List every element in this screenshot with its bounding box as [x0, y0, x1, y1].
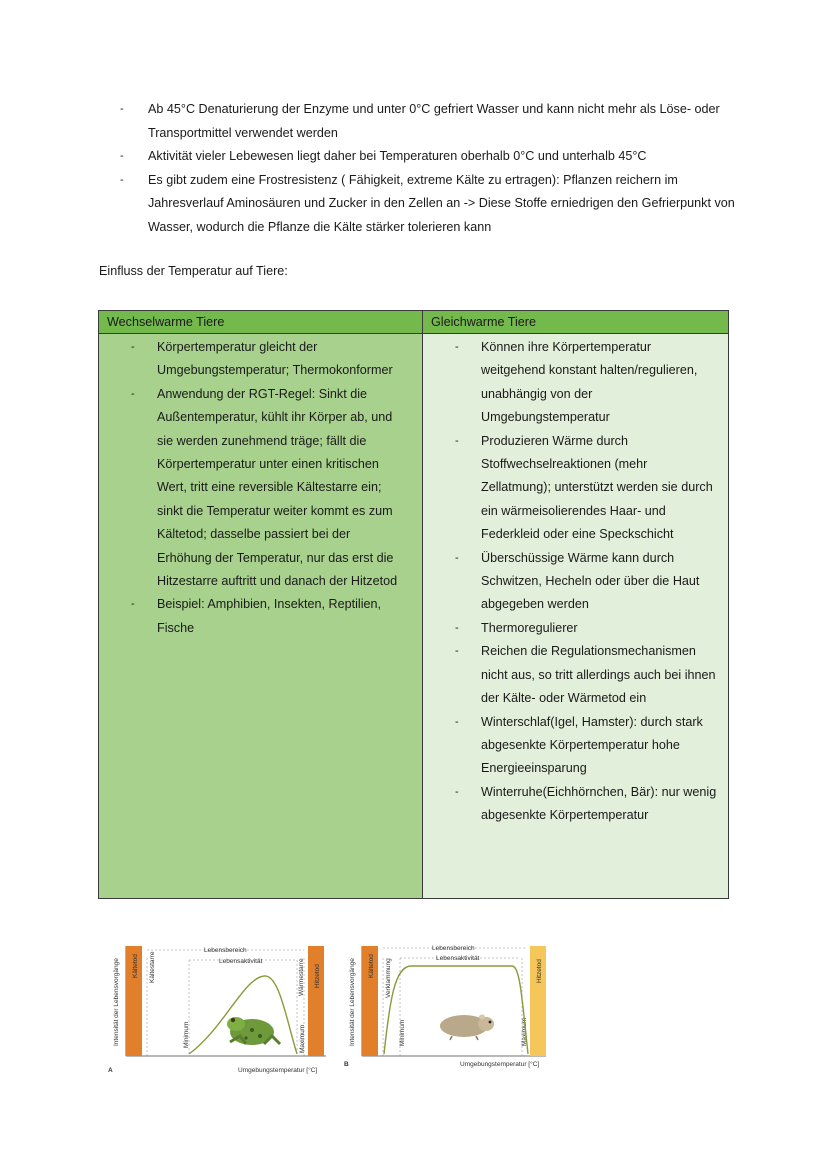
- comparison-table: [98, 310, 729, 899]
- panel-b-y-label: Intensität der Lebensvorgänge: [349, 958, 356, 1046]
- table-body-row: [99, 334, 729, 899]
- panel-b-minimum: Minimum: [399, 1019, 406, 1046]
- panel-b-hitzetod: Hitzetod: [536, 959, 543, 983]
- panel-b-lebensaktivitaet: Lebensaktivität: [436, 955, 480, 962]
- panel-a-x-label: Umgebungstemperatur [°C]: [238, 1067, 318, 1074]
- bullet-item: - Aktivität vieler Lebewesen liegt daher bei Temperaturen oberhalb 0°C und unterhalb 45°C: [118, 145, 738, 169]
- panel-a-y-label: Intensität der Lebensvorgänge: [113, 958, 120, 1046]
- cell-wechselwarm: [99, 334, 423, 899]
- panel-a-hitzetod-bar: [308, 946, 324, 1056]
- list-item: - Thermoregulierer: [423, 617, 728, 640]
- panel-b-verklammung: Verklammung: [385, 958, 392, 998]
- panel-a-waermestarre: Wärmestarre: [298, 958, 305, 996]
- list-item: - Können ihre Körpertemperatur weitgehend konstant halten/regulieren, unabhängig von der Umgebungstemperatur: [423, 336, 728, 430]
- panel-b-x-label: Umgebungstemperatur [°C]: [460, 1061, 540, 1068]
- panel-a-kaeltetod: Kältetod: [132, 954, 139, 978]
- list-item: - Beispiel: Amphibien, Insekten, Reptilien, Fische: [99, 593, 422, 640]
- header-gleichwarm: Gleichwarme Tiere: [423, 311, 729, 334]
- list-item: - Winterschlaf(Igel, Hamster): durch stark abgesenkte Körpertemperatur hohe Energieeinsparung: [423, 711, 728, 781]
- panel-a-maximum: Maximum: [299, 1024, 306, 1053]
- list-item: - Überschüssige Wärme kann durch Schwitzen, Hecheln oder über die Haut abgegeben werden: [423, 547, 728, 617]
- table-header-row: [99, 311, 729, 334]
- panel-a-kaeltestarre: Kältestarre: [149, 951, 156, 983]
- panel-a: [104, 938, 332, 1082]
- list-item: - Körpertemperatur gleicht der Umgebungstemperatur; Thermokonformer: [99, 336, 422, 383]
- bullet-list: [118, 98, 738, 239]
- temperature-figure: [104, 938, 550, 1082]
- cell-gleichwarm: [423, 334, 729, 899]
- header-wechselwarm: Wechselwarme Tiere: [99, 311, 423, 334]
- panel-b-lebensbereich: Lebensbereich: [432, 945, 475, 952]
- panel-a-letter: A: [108, 1067, 113, 1074]
- section-heading: Einfluss der Temperatur auf Tiere:: [99, 264, 288, 278]
- panel-b-letter: B: [344, 1061, 349, 1068]
- figure-svg: [104, 938, 550, 1082]
- panel-b: [340, 938, 550, 1082]
- panel-b-maximum: Maximum: [521, 1017, 528, 1046]
- list-gleichwarm: [423, 334, 728, 828]
- list-item: - Reichen die Regulationsmechanismen nicht aus, so tritt allerdings auch bei ihnen der Kälte- oder Wärmetod ein: [423, 640, 728, 710]
- list-item: - Produzieren Wärme durch Stoffwechselreaktionen (mehr Zellatmung); unterstützt werden sie durch ein wärmeisolierendes Haar- und Federkleid oder eine Speckschicht: [423, 430, 728, 547]
- list-item: - Winterruhe(Eichhörnchen, Bär): nur wenig abgesenkte Körpertemperatur: [423, 781, 728, 828]
- panel-a-minimum: Minimum: [183, 1021, 190, 1048]
- panel-a-lebensaktivitaet: Lebensaktivität: [219, 958, 263, 965]
- panel-b-kaeltetod: Kältetod: [368, 954, 375, 978]
- list-wechselwarm: [99, 334, 422, 640]
- list-item: - Anwendung der RGT-Regel: Sinkt die Außentemperatur, kühlt ihr Körper ab, und sie werden zunehmend träge; fällt die Körpertemperatur unter einen kritischen Wert, tritt eine reversible Kältestarre ein; sinkt die Temperatur weiter kommt es zum Kältetod; dasselbe passiert bei der Erhöhung der Temperatur, nur das erst die Hitzestarre auftritt und danach der Hitzetod: [99, 383, 422, 594]
- bullet-item: - Es gibt zudem eine Frostresistenz ( Fähigkeit, extreme Kälte zu ertragen): Pflanzen reichern im Jahresverlauf Aminosäuren und Zucker in den Zellen an -> Diese Stoffe erniedrigen den Gefrierpunkt von Wasser, wodurch die Pflanze die Kälte stärker tolerieren kann: [118, 169, 738, 240]
- panel-a-hitzetod: Hitzetod: [314, 964, 321, 988]
- panel-a-lebensbereich: Lebensbereich: [204, 947, 247, 954]
- bullet-item: - Ab 45°C Denaturierung der Enzyme und unter 0°C gefriert Wasser und kann nicht mehr als Löse- oder Transportmittel verwendet werden: [118, 98, 738, 145]
